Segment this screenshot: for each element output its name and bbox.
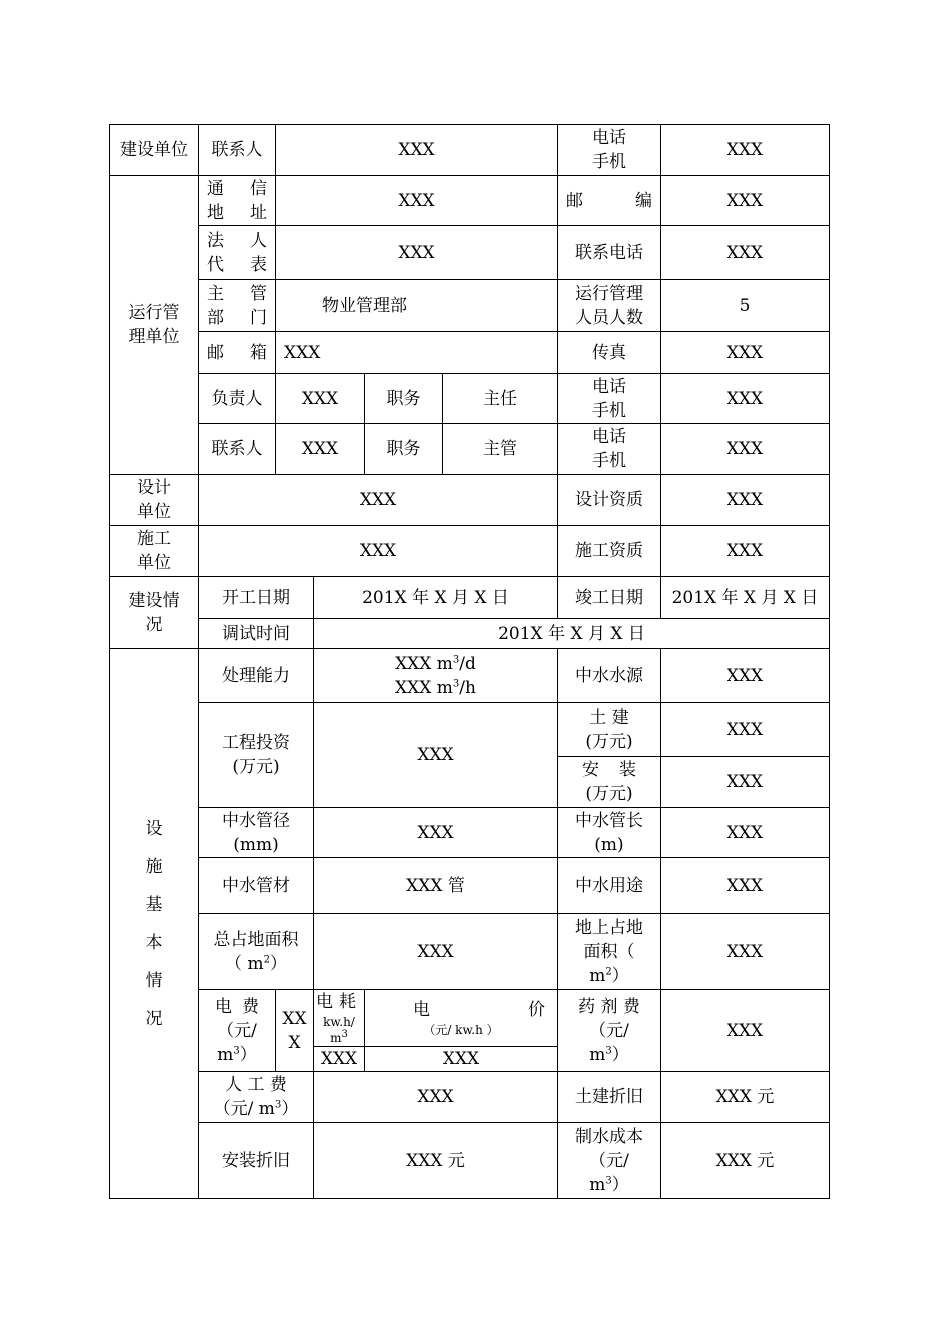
price-label: 电 价 （元/ kw.h ）: [365, 990, 558, 1047]
use-label: 中水用途: [558, 858, 661, 914]
operator-contact-phone-label: 联系电话: [558, 226, 661, 280]
civil-value: XXX: [661, 703, 830, 757]
operator-head-label: 负责人: [199, 374, 276, 424]
civil-label: 土 建 (万元): [558, 703, 661, 757]
build-end-value: 201X 年 X 月 X 日: [661, 577, 830, 619]
operator-contact-phone2-value: XXX: [661, 424, 830, 475]
invest-value: XXX: [314, 703, 558, 808]
labor-value: XXX: [314, 1072, 558, 1123]
operator-legal-value: XXX: [276, 226, 558, 280]
civil-dep-value: XXX 元: [661, 1072, 830, 1123]
pipe-dia-value: XXX: [314, 808, 558, 858]
operator-dept-label: 主 管 部 门: [199, 280, 276, 332]
labor-label: 人 工 费 （元/ $m^3$）: [199, 1072, 314, 1123]
source-label: 中水水源: [558, 649, 661, 703]
elec-fee-label: 电 费 （元/ $m^3$）: [199, 990, 276, 1072]
operator-contact-post-value: 主管: [443, 424, 558, 475]
operator-staff-label: 运行管理 人员人数: [558, 280, 661, 332]
row-area: [110, 914, 830, 990]
builder-phone-value: XXX: [661, 125, 830, 176]
row-invest-civil: [110, 703, 830, 757]
total-area-value: XXX: [314, 914, 558, 990]
construction-label: 施工 单位: [110, 526, 199, 577]
row-operator-dept: [110, 280, 830, 332]
build-status-label: 建设情 况: [110, 577, 199, 649]
chem-label: 药 剂 费 （元/ $m^3$）: [558, 990, 661, 1072]
operator-email-label: 邮 箱: [199, 332, 276, 374]
row-operator-email: [110, 332, 830, 374]
row-operator-contact: [110, 424, 830, 475]
capacity-label: 处理能力: [199, 649, 314, 703]
row-capacity: [110, 649, 830, 703]
builder-contact-value: XXX: [276, 125, 558, 176]
operator-head-post-label: 职务: [365, 374, 443, 424]
operator-contact-value: XXX: [276, 424, 365, 475]
ground-area-label: 地上占地 面积（ $m^2$）: [558, 914, 661, 990]
pipe-dia-label: 中水管径 (mm): [199, 808, 314, 858]
pipe-mat-label: 中水管材: [199, 858, 314, 914]
price-value: XXX: [365, 1047, 558, 1072]
operator-postcode-value: XXX: [661, 176, 830, 226]
builder-label: 建设单位: [110, 125, 199, 176]
operator-contact-phone-value: XXX: [661, 226, 830, 280]
operator-dept-value: 物业管理部: [276, 280, 558, 332]
construction-value: XXX: [199, 526, 558, 577]
operator-contact-post-label: 职务: [365, 424, 443, 475]
install-value: XXX: [661, 757, 830, 808]
build-debug-label: 调试时间: [199, 619, 314, 649]
operator-head-value: XXX: [276, 374, 365, 424]
pipe-len-label: 中水管长 (m): [558, 808, 661, 858]
facility-label: 设 施 基 本 情 况: [110, 649, 199, 1199]
capacity-value: XXX $m^3/d$ XXX $m^3/h$: [314, 649, 558, 703]
use-value: XXX: [661, 858, 830, 914]
builder-contact-label: 联系人: [199, 125, 276, 176]
row-install-dep: [110, 1123, 830, 1199]
operator-staff-value: 5: [661, 280, 830, 332]
row-builder: [110, 125, 830, 176]
operator-contact-phone2-label: 电话 手机: [558, 424, 661, 475]
row-construction: [110, 526, 830, 577]
row-pipe-material: [110, 858, 830, 914]
pipe-mat-value: XXX 管: [314, 858, 558, 914]
build-end-label: 竣工日期: [558, 577, 661, 619]
chem-value: XXX: [661, 990, 830, 1072]
operator-email-value: XXX: [276, 332, 558, 374]
design-value: XXX: [199, 475, 558, 526]
row-operator-address: [110, 176, 830, 226]
operator-head-post-value: 主任: [443, 374, 558, 424]
operator-address-value: XXX: [276, 176, 558, 226]
design-qual-label: 设计资质: [558, 475, 661, 526]
operator-address-label: 通 信 地 址: [199, 176, 276, 226]
build-start-value: 201X 年 X 月 X 日: [314, 577, 558, 619]
construction-qual-label: 施工资质: [558, 526, 661, 577]
build-start-label: 开工日期: [199, 577, 314, 619]
row-elec-head: [110, 990, 830, 1047]
design-label: 设计 单位: [110, 475, 199, 526]
operator-fax-value: XXX: [661, 332, 830, 374]
row-design: [110, 475, 830, 526]
facility-info-table: [109, 124, 830, 1199]
operator-contact-label: 联系人: [199, 424, 276, 475]
civil-dep-label: 土建折旧: [558, 1072, 661, 1123]
builder-phone-label: 电话 手机: [558, 125, 661, 176]
row-build-start: [110, 577, 830, 619]
row-operator-head: [110, 374, 830, 424]
source-value: XXX: [661, 649, 830, 703]
total-area-label: 总占地面积 （ $m^2$）: [199, 914, 314, 990]
design-qual-value: XXX: [661, 475, 830, 526]
operator-label: 运行管 理单位: [110, 176, 199, 475]
elec-fee-value: XX X: [276, 990, 314, 1072]
operator-head-phone-value: XXX: [661, 374, 830, 424]
install-label: 安 装 (万元): [558, 757, 661, 808]
install-dep-label: 安装折旧: [199, 1123, 314, 1199]
install-dep-value: XXX 元: [314, 1123, 558, 1199]
cost-value: XXX 元: [661, 1123, 830, 1199]
ground-area-value: XXX: [661, 914, 830, 990]
row-build-debug: [110, 619, 830, 649]
operator-postcode-label: 邮 编: [558, 176, 661, 226]
invest-label: 工程投资 (万元): [199, 703, 314, 808]
operator-head-phone-label: 电话 手机: [558, 374, 661, 424]
row-operator-legal: [110, 226, 830, 280]
build-debug-value: 201X 年 X 月 X 日: [314, 619, 830, 649]
operator-fax-label: 传真: [558, 332, 661, 374]
power-label: 电耗 kw.h/ $m^3$: [314, 990, 365, 1047]
row-labor: [110, 1072, 830, 1123]
power-value: XXX: [314, 1047, 365, 1072]
row-pipe: [110, 808, 830, 858]
construction-qual-value: XXX: [661, 526, 830, 577]
operator-legal-label: 法 人 代 表: [199, 226, 276, 280]
cost-label: 制水成本 （元/ $m^3$）: [558, 1123, 661, 1199]
pipe-len-value: XXX: [661, 808, 830, 858]
